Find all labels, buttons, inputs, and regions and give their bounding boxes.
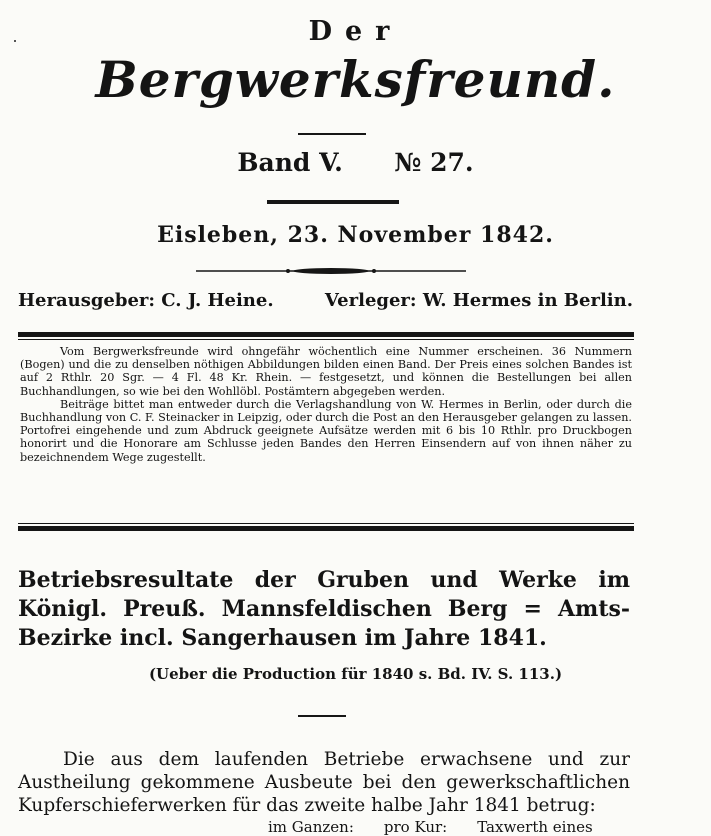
newspaper-title: Bergwerksfreund. [95,50,616,109]
article-headline: Betriebsresultate der Gruben und Werke im Königl. Preuß. Mannsfeldischen Berg = Amts-Bezirke incl. Sangerhausen im Jahre 1841. [18,567,630,651]
notice-bottom-rule [18,526,634,531]
divider [298,715,346,717]
ornamental-rule [196,266,466,276]
table-column-headers [268,818,593,836]
notice-paragraph: Vom Bergwerksfreunde wird ohngefähr wöchentlich eine Nummer erscheinen. 36 Nummern (Bogen) und die zu denselben nöthigen Abbildungen bilden einen Band. Der Preis eines solchen Bandes ist auf 2 Rthlr. 20 Sgr. — 4 Fl. 48 Kr. Rhein. — festgesetzt, und können die Bestellungen bei allen Buchhandlungen, so wie bei den Wohllöbl. Postämtern abgegeben werden. [20,345,632,398]
place-date: Eisleben, 23. November 1842. [157,222,554,248]
article-body [18,748,630,817]
divider [298,133,366,135]
issue-number: № 27. [394,148,474,177]
volume-number-line [0,148,711,177]
subscription-notice [20,345,632,520]
article-subheadline: (Ueber die Production für 1840 s. Bd. IV. S. 113.) [148,665,563,683]
column-header: Taxwerth eines [477,818,593,836]
column-header: im Ganzen: [268,818,354,836]
body-paragraph: Die aus dem laufenden Betriebe erwachsene und zur Austheilung gekommene Ausbeute bei den gewerkschaftlichen Kupferschieferwerken für das zweite halbe Jahr 1841 betrug: [18,749,630,816]
notice-top-rule-thin [18,339,634,340]
divider-thick [267,200,399,204]
volume-label: Band V. [237,148,343,177]
editor-publisher-line [18,290,633,311]
column-header: pro Kur: [383,818,448,836]
notice-bottom-rule-thin [18,523,634,524]
masthead-article: Der [308,16,403,47]
notice-paragraph: Beiträge bittet man entweder durch die Verlagshandlung von W. Hermes in Berlin, oder durch die Buchhandlung von C. F. Steinacker in Leipzig, oder durch die Post an den Herausgeber gelangen zu lassen. Portofrei eingehende und zum Abdruck geeignete Aufsätze werden mit 6 bis 10 Rthlr. pro Druckbogen honorirt und die Honorare am Schlusse jeden Bandes den Herren Einsendern auf von ihnen näher zu bezeichnendem Wege zugestellt. [20,397,632,464]
notice-top-rule [18,332,634,337]
publisher: Verleger: W. Hermes in Berlin. [324,290,633,311]
editor: Herausgeber: C. J. Heine. [18,290,274,311]
